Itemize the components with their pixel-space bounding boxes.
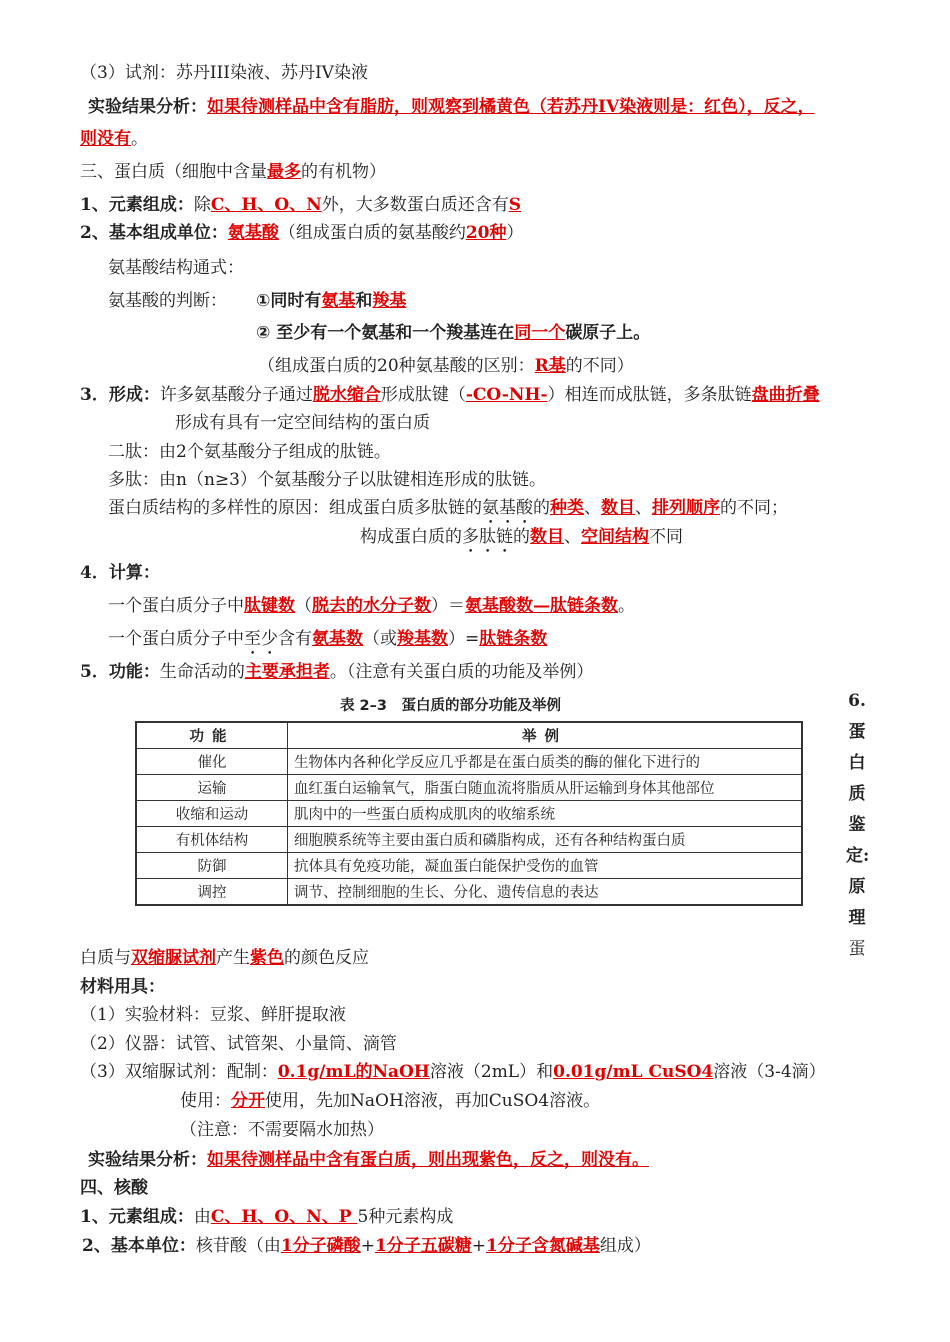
text: ）＝ [431,596,465,616]
label: 2、基本组成单位： [80,223,228,243]
label: 材料用具： [80,977,165,997]
text: （3）试剂：苏丹III染液、苏丹IV染液 [80,63,368,83]
section-protein-title [80,160,386,184]
highlight: 双缩脲试剂 [131,948,216,968]
highlight: 0.1g/mL的NaOH [277,1062,430,1082]
text: （ [295,596,312,616]
text: 许多氨基酸分子通过 [159,385,313,405]
table-header-row [136,722,802,749]
table-row [136,827,802,853]
table-cell: 催化 [136,749,288,775]
text: + [360,1236,375,1256]
table-cell: 运输 [136,775,288,801]
highlight: 肽链条数 [479,629,548,649]
text: 多肽：由n（n≥3）个氨基酸分子以肽键相连形成的肽链。 [108,470,546,490]
text: （3）双缩脲试剂：配制： [80,1062,278,1082]
side-char: 蛋 [848,722,866,742]
diversity-reason [108,496,788,528]
highlight: 则没有 [80,129,131,149]
highlight: 最多 [267,162,301,182]
side-char: 6. [848,691,866,711]
reagent-line [80,61,368,85]
text: ） [506,223,524,243]
text: 一个蛋白质分子中 [108,596,244,616]
label: 3．形成： [80,385,160,405]
caption: 表 2–3 蛋白质的部分功能及举例 [340,698,561,714]
text: 氨基酸结构通式： [108,258,244,278]
text: 和 [355,291,373,311]
highlight: 空间结构 [581,527,649,547]
amino-acid-difference [258,354,634,378]
text: 不同 [649,527,683,547]
label: 氨基酸的判断： [108,291,227,311]
side-char: 理 [848,908,866,928]
table-cell: 生物体内各种化学反应几乎都是在蛋白质类的酶的催化下进行的 [288,749,803,775]
table-row [136,879,802,906]
highlight: C、H、O、N、P [210,1207,358,1227]
text: （或 [363,629,397,649]
text: 蛋白质结构的多样性的原因：组成蛋白质多肽链的 [108,498,482,518]
polypeptide [108,468,546,492]
side-char: 定: [846,846,870,866]
text: 使用： [180,1091,231,1111]
label: 1、元素组成： [80,1207,194,1227]
table-cell: 有机体结构 [136,827,288,853]
emphasis: 至少 [244,629,278,649]
side-char: 白 [848,753,866,773]
text: 的 [513,527,530,547]
highlight: 脱去的水分子数 [312,596,431,616]
heading: 四、核酸 [80,1178,148,1198]
highlight: 1分子五碳糖 [374,1236,472,1256]
text: 外，大多数蛋白质还含有 [321,195,509,215]
highlight: S [508,195,522,215]
formula-label [108,256,244,280]
highlight: 氨基酸数—肽链条数 [465,596,618,616]
text: 、 [635,498,652,518]
header-cell: 举例 [288,722,803,749]
text: 。（注意有关蛋白质的功能及举例） [329,662,594,682]
highlight: 羧基 [372,291,407,311]
label: 5．功能： [80,662,160,682]
highlight: R基 [534,356,566,376]
text: 产生 [216,948,250,968]
text: 碳原子上。 [565,323,651,343]
emphasis: 多肽链 [462,527,513,547]
highlight: 1分子磷酸 [280,1236,361,1256]
table-row [136,801,802,827]
highlight: C、H、O、N [210,195,322,215]
result-analysis-1 [88,95,815,119]
text: 形成有具有一定空间结构的蛋白质 [175,413,430,433]
text: ）相连而成肽链，多条肽链 [547,385,752,405]
section-nucleic-acid [80,1176,148,1200]
header-cell: 功能 [136,722,288,749]
label: 实验结果分析： [88,97,207,117]
highlight: 同一个 [514,323,566,343]
text: ①同时有 [256,291,322,311]
emphasis: 氨基酸 [482,498,533,518]
text: 、 [564,527,581,547]
table-cell: 抗体具有免疫功能，凝血蛋白能保护受伤的血管 [288,853,803,879]
highlight: 紫色 [250,948,284,968]
table-cell: 细胞膜系统等主要由蛋白质和磷脂构成，还有各种结构蛋白质 [288,827,803,853]
highlight: 盘曲折叠 [751,385,820,405]
highlight: 氨基 [321,291,356,311]
material-2 [80,1032,397,1056]
text: + [471,1236,487,1256]
label: 4．计算： [80,563,160,583]
formation [80,383,820,407]
result-analysis-2 [88,1148,649,1172]
text: 溶液（3-4滴） [713,1062,826,1082]
label: 实验结果分析： [88,1150,207,1170]
judge-criterion-1 [256,289,406,313]
label: 1、元素组成： [80,195,194,215]
text: 、 [584,498,601,518]
text: 含有 [278,629,312,649]
highlight: 肽键数 [244,596,295,616]
text: 核苷酸（由 [195,1236,281,1256]
highlight: 0.01g/mL CuSO4 [553,1062,714,1082]
text: （2）仪器：试管、试管架、小量筒、滴管 [80,1034,397,1054]
basic-unit [80,221,524,245]
text: 构成蛋白质的 [360,527,462,547]
table-cell: 血红蛋白运输氧气，脂蛋白随血流将脂质从肝运输到身体其他部位 [288,775,803,801]
table-cell: 调控 [136,879,288,906]
calc-rule-1 [108,594,635,618]
side-char: 原 [848,877,866,897]
text: 的不同） [565,356,634,376]
dipeptide [108,440,391,464]
table-cell: 防御 [136,853,288,879]
text: 的不同； [720,498,788,518]
text: 白质与 [80,948,131,968]
text: （1）实验材料：豆浆、鲜肝提取液 [80,1005,346,1025]
function [80,660,593,684]
highlight: 种类 [550,498,584,518]
highlight: 数目 [601,498,635,518]
text: ）= [448,629,480,649]
protein-function-table [135,721,803,906]
highlight: 氨基数 [312,629,363,649]
text: （组成蛋白质的20种氨基酸的区别： [258,356,535,376]
text: 二肽：由2个氨基酸分子组成的肽链。 [108,442,391,462]
table-cell: 收缩和运动 [136,801,288,827]
text: 的颜色反应 [284,948,369,968]
text: 。 [131,129,148,149]
highlight: 1分子含氮碱基 [486,1236,600,1256]
formation-cont [175,411,430,435]
text: 生命活动的 [159,662,245,682]
highlight: 脱水缩合 [312,385,381,405]
highlight: -CO-NH- [465,385,548,405]
table-row [136,775,802,801]
nucleic-unit [82,1234,651,1258]
side-char: 质 [848,784,866,804]
text: 三、蛋白质（细胞中含量 [80,162,267,182]
text: 形成肽键（ [380,385,466,405]
text: ② 至少有一个氨基和一个羧基连在 [256,323,515,343]
text: 溶液（2mL）和 [429,1062,554,1082]
calculation-heading [80,561,160,585]
highlight: 氨基酸 [227,223,279,243]
highlight: 排列顺序 [652,498,720,518]
result-analysis-1-cont [80,127,148,151]
table-cell: 肌肉中的一些蛋白质构成肌肉的收缩系统 [288,801,803,827]
text: 5种元素构成 [357,1207,454,1227]
side-char: 鉴 [848,815,866,835]
highlight: 羧基数 [397,629,448,649]
usage [180,1089,600,1113]
label: 2、基本单位： [82,1236,196,1256]
materials-heading [80,975,165,999]
nucleic-element [80,1205,453,1229]
text: 由 [193,1207,211,1227]
text: 。 [618,596,635,616]
note [180,1118,384,1142]
text: 的有机物） [301,162,386,182]
text: 组成） [599,1236,651,1256]
calc-rule-2 [108,627,547,659]
highlight: 如果待测样品中含有蛋白质，则出现紫色，反之，则没有。 [207,1150,649,1170]
text: （组成蛋白质的氨基酸约 [278,223,466,243]
table-caption [340,694,561,718]
material-1 [80,1003,346,1027]
identification-principle [80,946,369,970]
side-char: 蛋 [848,939,866,959]
text: 除 [193,195,211,215]
text: （注意：不需要隔水加热） [180,1120,384,1140]
side-heading [846,686,868,965]
table-row [136,853,802,879]
table-row [136,749,802,775]
highlight: 20种 [465,223,507,243]
highlight: 分开 [231,1091,265,1111]
text: 的 [533,498,550,518]
table-cell: 调节、控制细胞的生长、分化、遗传信息的表达 [288,879,803,906]
amino-acid-judge [108,289,227,313]
material-3 [80,1060,826,1084]
text: 使用，先加NaOH溶液，再加CuSO4溶液。 [265,1091,601,1111]
highlight: 主要承担者 [244,662,330,682]
element-composition [80,193,521,217]
highlight: 数目 [530,527,564,547]
diversity-reason-2 [360,525,683,557]
judge-criterion-2 [256,321,650,345]
text: 一个蛋白质分子中 [108,629,244,649]
highlight: 如果待测样品中含有脂肪，则观察到橘黄色（若苏丹IV染液则是：红色），反之， [207,97,815,117]
